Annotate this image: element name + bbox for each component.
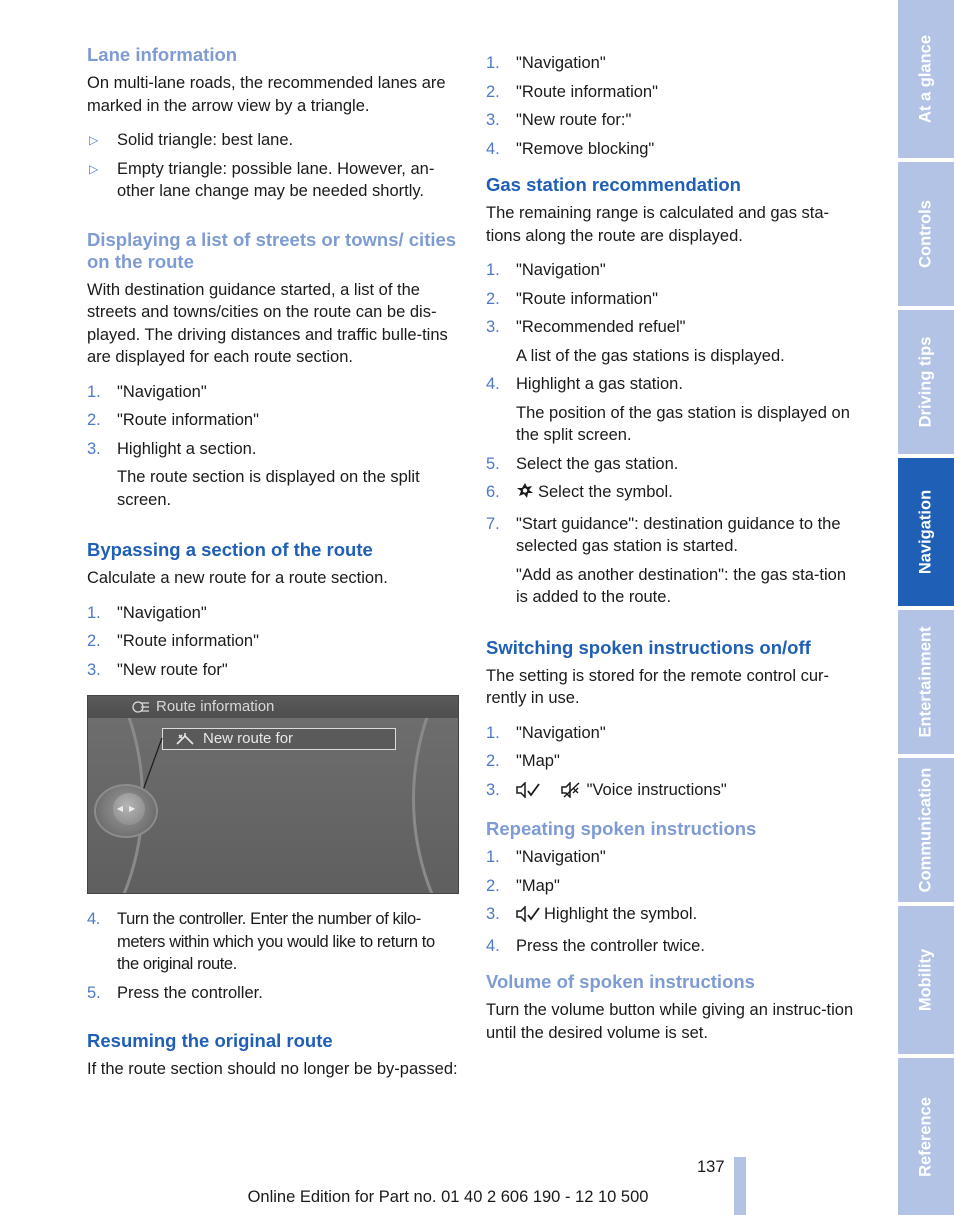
resume-steps [486, 52, 858, 160]
screen-title: Route information [156, 698, 275, 715]
tab-reference[interactable]: Reference [898, 1058, 954, 1215]
list-item: 4. Press the controller twice. [486, 936, 705, 955]
bypass-heading: Bypassing a section of the route [87, 539, 373, 560]
triangle-bullet-icon: ▷ [89, 161, 99, 176]
list-item: 4. "Remove blocking" [486, 139, 655, 158]
resume-heading: Resuming the original route [87, 1030, 333, 1051]
list-item: 2. "Map" [486, 752, 560, 770]
step-note: The position of the gas station is displayed on the split screen. [516, 403, 850, 444]
step-note: The route section is displayed on the split screen. [117, 468, 420, 509]
tab-controls[interactable]: Controls [898, 162, 954, 306]
street-list-text: With destination guidance started, a list of the streets and towns/cities on the route can be dis-played. The driving distances and traffic bulle-tins are displayed for each route section. [87, 280, 448, 366]
list-item: ▷ Solid triangle: best lane. [87, 129, 459, 152]
list-item: 2. "Route information" [486, 289, 658, 308]
gas-steps [486, 259, 858, 339]
list-item: 2. "Route information" [87, 411, 259, 429]
list-item: 3. "Voice instructions" [486, 779, 858, 805]
bypass-steps-continued [87, 908, 459, 1004]
list-item: 4. Highlight a gas station. [486, 375, 683, 393]
list-item: 1. "Navigation" [87, 603, 207, 622]
tab-communication[interactable]: Communication [898, 758, 954, 902]
speaker-off-icon [561, 782, 581, 805]
bypass-text: Calculate a new route for a route section. [87, 569, 388, 587]
triangle-bullet-icon: ▷ [89, 133, 99, 147]
step-note: "Add as another destination": the gas sta-tion is added to the route. [516, 565, 847, 606]
list-item: 1. "Navigation" [486, 848, 606, 866]
gas-station-symbol-icon [516, 482, 534, 507]
repeat-steps [486, 846, 858, 957]
voice-steps [486, 722, 858, 805]
list-item: 3. "Recommended refuel" [486, 318, 686, 336]
list-item: 1. "Navigation" [486, 54, 606, 72]
lane-info-text: On multi-lane roads, the recommended lanes are marked in the arrow view by a triangle. [87, 74, 446, 115]
controller-knob-icon: ◀▶ [94, 784, 158, 838]
list-item: 4. Turn the controller. Enter the number of kilo-meters within which you would like to return to the original route. [87, 910, 435, 973]
tab-navigation[interactable]: Navigation [898, 458, 954, 606]
lane-bullets [87, 129, 459, 203]
list-item: 3. "New route for" [87, 660, 228, 679]
voice-heading: Switching spoken instructions on/off [486, 636, 811, 658]
footer: Online Edition for Part no. 01 40 2 606 190 - 12 10 500 [247, 1188, 649, 1206]
right-column [486, 52, 858, 1056]
list-item: 5. Press the controller. [87, 983, 263, 1002]
list-item: 5. Select the gas station. [486, 454, 679, 473]
list-item: 7. "Start guidance": destination guidance to the selected gas station is started. [486, 514, 841, 555]
list-item: 1. "Navigation" [486, 723, 606, 742]
tab-at-a-glance[interactable]: At a glance [898, 0, 954, 158]
list-item: 2. "Route information" [87, 632, 259, 650]
gas-steps-4 [486, 373, 858, 396]
list-item: 2. "Map" [486, 876, 560, 895]
speaker-on-icon [516, 906, 540, 929]
repeat-heading: Repeating spoken instructions [486, 818, 757, 839]
resume-text: If the route section should no longer be by-passed: [87, 1060, 458, 1078]
list-item: 3. "New route for:" [486, 111, 632, 129]
volume-text: Turn the volume button while giving an instruc-tion until the desired volume is set. [486, 1001, 854, 1042]
tab-mobility[interactable]: Mobility [898, 906, 954, 1054]
street-list-heading: Displaying a list of streets or towns/ cities on the route [87, 228, 457, 272]
list-item: 6. Select the symbol. [486, 481, 858, 507]
idrive-screenshot [87, 695, 459, 894]
list-item: 1. "Navigation" [87, 382, 207, 401]
speaker-on-icon [516, 782, 540, 805]
tab-entertainment[interactable]: Entertainment [898, 610, 954, 754]
street-list-steps [87, 381, 459, 461]
gas-steps-5-7 [486, 453, 858, 558]
tab-driving-tips[interactable]: Driving tips [898, 310, 954, 454]
list-item: 2. "Route information" [486, 82, 658, 101]
list-item: 3. Highlight the symbol. [486, 903, 858, 929]
volume-heading: Volume of spoken instructions [486, 971, 755, 992]
gas-text: The remaining range is calculated and gas sta-tions along the route are displayed. [486, 204, 830, 245]
page-number: 137 [697, 1158, 725, 1176]
step-note: A list of the gas stations is displayed. [516, 346, 785, 365]
list-item: ▷ Empty triangle: possible lane. However, an-other lane change may be needed shortly. [89, 159, 435, 200]
section-tabs [898, 0, 954, 1215]
bypass-steps [87, 602, 459, 682]
voice-text: The setting is stored for the remote control cur-rently in use. [486, 666, 829, 707]
menu-item-label: New route for [203, 730, 294, 747]
gas-heading: Gas station recommendation [486, 174, 741, 195]
list-item: 3. Highlight a section. [87, 439, 257, 458]
left-column [87, 44, 459, 1093]
list-item: 1. "Navigation" [486, 261, 606, 279]
lane-info-heading: Lane information [87, 44, 238, 65]
